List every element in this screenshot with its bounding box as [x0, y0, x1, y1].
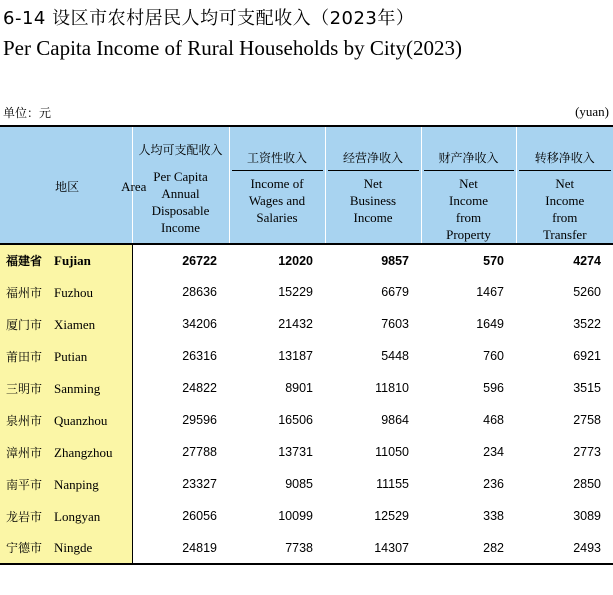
column-header-en: Net Business Income	[349, 176, 397, 225]
area-cell	[0, 500, 132, 532]
value-cell: 468	[483, 413, 504, 427]
area-cell	[0, 436, 132, 468]
area-name-en: Putian	[54, 348, 88, 364]
value-cell: 236	[483, 477, 504, 491]
table-row	[0, 404, 613, 436]
table-title-english: Per Capita Income of Rural Households by City(2023)	[3, 36, 463, 60]
value-cell: 234	[483, 445, 504, 459]
area-name-en: Fujian	[54, 253, 91, 268]
area-name-cn: 泉州市	[6, 413, 43, 428]
value-cell: 2773	[573, 445, 601, 459]
table-row	[0, 436, 613, 468]
value-cell: 11810	[375, 381, 409, 395]
value-cell: 15229	[278, 285, 313, 299]
value-cell: 26056	[182, 509, 217, 523]
value-cell: 12020	[278, 253, 313, 268]
table-row	[0, 340, 613, 372]
value-cell: 9857	[381, 253, 409, 268]
value-cell: 12529	[374, 509, 409, 523]
area-cell	[0, 372, 132, 404]
value-cell: 3522	[573, 317, 601, 331]
value-cell: 1649	[476, 317, 504, 331]
area-name-cn: 漳州市	[6, 445, 43, 460]
value-cell: 10099	[278, 509, 313, 523]
value-cell: 6679	[381, 285, 409, 299]
area-name-en: Xiamen	[54, 316, 96, 332]
value-cell: 5260	[573, 285, 601, 299]
column-header-en: Net Income from Transfer	[542, 176, 587, 242]
value-cell: 13731	[278, 445, 313, 459]
value-cell: 2493	[573, 540, 601, 555]
table-row	[0, 532, 613, 564]
value-cell: 24822	[182, 381, 217, 395]
value-cell: 8901	[285, 381, 313, 395]
column-header-property	[421, 126, 516, 244]
value-cell: 16506	[278, 413, 313, 427]
value-cell: 13187	[278, 349, 313, 363]
area-name-en: Ningde	[54, 540, 93, 555]
table-row	[0, 500, 613, 532]
column-header-en: Income of Wages and Salaries	[248, 176, 306, 225]
value-cell: 29596	[182, 413, 217, 427]
value-cell: 4274	[573, 253, 601, 268]
table-row	[0, 276, 613, 308]
value-cell: 26316	[182, 349, 217, 363]
value-cell: 26722	[182, 253, 217, 268]
area-cell	[0, 532, 132, 564]
area-name-en: Sanming	[54, 380, 101, 396]
area-cell	[0, 404, 132, 436]
value-cell: 9085	[285, 477, 313, 491]
table-title-chinese: 6-14 设区市农村居民人均可支配收入（2023年）	[3, 8, 415, 29]
area-name-cn: 福建省	[6, 254, 43, 268]
area-cell	[0, 468, 132, 500]
area-name-cn: 宁德市	[6, 541, 43, 555]
header-row	[0, 126, 613, 244]
area-name-cn: 龙岩市	[6, 509, 43, 524]
value-cell: 2758	[573, 413, 601, 427]
income-table	[0, 125, 613, 565]
area-cell	[0, 276, 132, 308]
value-cell: 596	[483, 381, 504, 395]
table-row	[0, 244, 613, 276]
table-row	[0, 372, 613, 404]
value-cell: 9864	[381, 413, 409, 427]
area-header-cn: 地区	[55, 179, 80, 194]
table-row	[0, 308, 613, 340]
value-cell: 14307	[374, 540, 409, 555]
column-header-transfer	[516, 126, 613, 244]
value-cell: 34206	[182, 317, 217, 331]
value-cell: 3089	[573, 509, 601, 523]
value-cell: 760	[483, 349, 504, 363]
area-name-en: Longyan	[54, 508, 101, 524]
value-cell: 28636	[182, 285, 217, 299]
value-cell: 27788	[182, 445, 217, 459]
unit-label-english: (yuan)	[575, 104, 609, 119]
column-header-en: Per Capita Annual Disposable Income	[151, 169, 210, 235]
column-header-disposable-income	[132, 126, 229, 244]
column-header-en: Net Income from Property	[446, 176, 491, 242]
area-name-cn: 南平市	[6, 477, 43, 492]
area-name-en: Fuzhou	[54, 284, 93, 300]
table-row	[0, 468, 613, 500]
unit-label-chinese: 单位：元	[3, 106, 52, 120]
area-name-en: Quanzhou	[54, 412, 108, 428]
value-cell: 21432	[278, 317, 313, 331]
column-header-wages	[229, 126, 325, 244]
value-cell: 3515	[573, 381, 601, 395]
area-cell	[0, 340, 132, 372]
area-cell	[0, 308, 132, 340]
value-cell: 570	[483, 253, 504, 268]
area-cell	[0, 244, 132, 276]
value-cell: 5448	[381, 349, 409, 363]
area-header-en: Area	[121, 178, 147, 194]
area-name-cn: 三明市	[6, 381, 43, 396]
area-name-cn: 福州市	[6, 285, 43, 300]
area-name-cn: 厦门市	[6, 317, 43, 332]
value-cell: 6921	[573, 349, 601, 363]
value-cell: 7738	[285, 540, 313, 555]
value-cell: 2850	[573, 477, 601, 491]
area-name-en: Nanping	[54, 476, 99, 492]
column-header-cn: 转移净收入	[519, 127, 612, 171]
area-name-cn: 莆田市	[6, 349, 43, 364]
value-cell: 338	[483, 509, 504, 523]
value-cell: 11155	[376, 477, 409, 491]
value-cell: 11050	[375, 445, 409, 459]
column-header-cn: 财产净收入	[424, 127, 514, 171]
value-cell: 282	[483, 540, 504, 555]
column-header-cn: 人均可支配收入	[138, 143, 223, 157]
area-name-en: Zhangzhou	[54, 444, 113, 460]
value-cell: 1467	[476, 285, 504, 299]
column-header-cn: 经营净收入	[328, 127, 419, 171]
column-header-business	[325, 126, 421, 244]
column-header-cn: 工资性收入	[232, 127, 323, 171]
value-cell: 7603	[381, 317, 409, 331]
value-cell: 23327	[182, 477, 217, 491]
area-column-header	[0, 126, 147, 244]
value-cell: 24819	[182, 540, 217, 555]
